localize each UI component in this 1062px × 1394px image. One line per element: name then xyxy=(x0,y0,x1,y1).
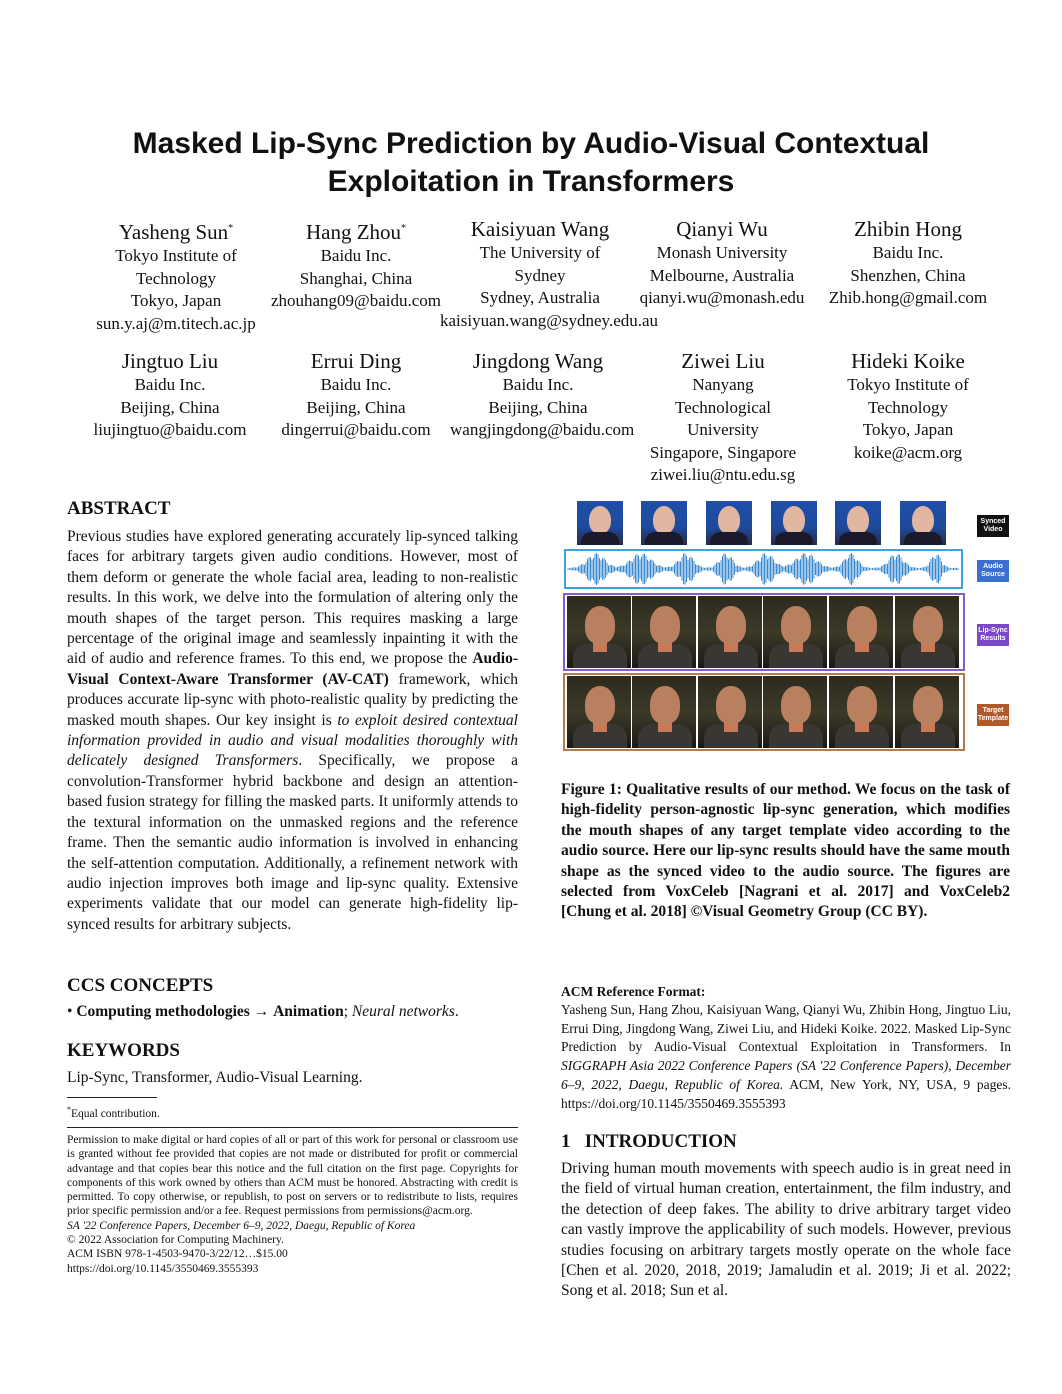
author-affiliation: Baidu Inc. xyxy=(320,246,392,265)
lipsync-frame xyxy=(895,596,959,668)
target-frame xyxy=(763,676,827,748)
author-block xyxy=(266,216,446,313)
footnote-rule xyxy=(67,1097,157,1098)
synced-frame xyxy=(835,501,881,545)
target-frame xyxy=(567,676,631,748)
acm-ref-text: Yasheng Sun, Hang Zhou, Kaisiyuan Wang, Qianyi Wu, Zhibin Hong, Jingtuo Liu, Errui Ding, Jingdong Wang, Ziwei Liu, and Hideki Koike. 2022. Masked Lip-Sync Prediction by Audio-Visual Contextual Exploitation in Transformers. In SIGGRAPH Asia 2022 Conference Papers (SA '22 Conference Papers), December 6–9, 2022, Daegu, Republic of Korea. ACM, New York, NY, USA, 9 pages. https://doi.org/10.1145/3550469.3555393 xyxy=(561,1002,1011,1111)
author-affiliation: Nanyang xyxy=(692,375,754,394)
figure-caption: Figure 1: Qualitative results of our method. We focus on the task of high-fidelity person-agnostic lip-sync generation, which modifies the mouth shapes of any target template video according to the audio source. Here our lip-sync results should have the same mouth shape as the synced video to the audio source. The figures are selected from VoxCeleb [Nagrani et al. 2017] and VoxCeleb2 [Chung et al. 2018] ©Visual Geometry Group (CC BY). xyxy=(561,781,1010,921)
synced-video-label: Synced Video xyxy=(977,515,1009,537)
synced-frame xyxy=(771,501,817,545)
author-email: zhouhang09@baidu.com xyxy=(270,291,442,310)
author-affiliation: Baidu Inc. xyxy=(320,375,392,394)
author-affiliation: Sydney xyxy=(514,265,566,285)
target-frame xyxy=(829,676,893,748)
equal-contribution-mark: * xyxy=(228,223,234,234)
author-affiliation: Monash University xyxy=(656,243,788,262)
target-frame xyxy=(698,676,762,748)
lipsync-frame xyxy=(829,596,893,668)
author-email: kaisiyuan.wang@sydney.edu.au xyxy=(440,310,659,330)
author-location: Melbourne, Australia xyxy=(649,265,795,285)
title-line-2: Exploitation in Transformers xyxy=(327,165,735,198)
title-line-1: Masked Lip-Sync Prediction by Audio-Visual Contextual xyxy=(132,127,930,160)
author-location: Beijing, China xyxy=(120,397,220,417)
synced-frame xyxy=(900,501,946,545)
author-block xyxy=(440,216,659,332)
author-location: Singapore, Singapore xyxy=(649,442,797,462)
synced-frame xyxy=(641,501,687,545)
author-name: Kaisiyuan Wang xyxy=(470,217,610,241)
author-name: Errui Ding xyxy=(310,349,402,373)
author-location: Shanghai, China xyxy=(299,268,413,288)
lipsync-frame xyxy=(632,596,696,668)
author-email: sun.y.aj@m.titech.ac.jp xyxy=(96,313,256,333)
permission-rule xyxy=(67,1127,518,1128)
target-frame xyxy=(632,676,696,748)
ccs-text: • Computing methodologies → Animation; Neural networks. xyxy=(67,1003,459,1020)
lipsync-frame xyxy=(763,596,827,668)
doi-link[interactable]: https://doi.org/10.1145/3550469.3555393 xyxy=(67,1262,259,1275)
acm-ref-heading: ACM Reference Format: xyxy=(561,984,706,999)
ccs-heading: CCS CONCEPTS xyxy=(67,975,214,996)
author-location: Beijing, China xyxy=(488,397,588,417)
author-affiliation: Technology xyxy=(135,268,216,288)
keywords-text: Lip-Sync, Transformer, Audio-Visual Learning. xyxy=(67,1069,363,1086)
author-affiliation: Technological xyxy=(674,397,772,417)
author-name: Zhibin Hong xyxy=(854,217,962,241)
author-location: Tokyo, Japan xyxy=(130,291,222,310)
intro-heading: 1 INTRODUCTION xyxy=(561,1131,737,1152)
author-affiliation: Baidu Inc. xyxy=(134,375,206,394)
author-block xyxy=(78,216,274,335)
audio-waveform xyxy=(566,551,961,587)
target-template-label: Target Template xyxy=(977,704,1009,726)
author-name: Yasheng Sun xyxy=(118,220,229,244)
paper-title xyxy=(60,125,1002,201)
author-email: wangjingdong@baidu.com xyxy=(450,420,635,439)
author-name: Ziwei Liu xyxy=(681,349,765,373)
author-block xyxy=(78,348,262,442)
abstract-text: Previous studies have explored generating accurately lip-synced talking faces for arbitrary targets given audio conditions. However, most of them deform or generate the whole facial area, leading to non-realistic results. In this work, we delve into the formulation of altering only the mouth shapes of the target person. This requires masking a large percentage of the original image and seamlessly inpainting it with the aid of audio and reference frames. To this end, we propose the Audio-Visual Context-Aware Transformer (AV-CAT) framework, which produces accurate lip-sync with photo-realistic quality by predicting the masked mouth shapes. Our key insight is to exploit desired contextual information provided in audio and visual modalities thoroughly with delicately designed Transformers. Specifically, we propose a convolution-Transformer hybrid backbone and design an attention-based fusion strategy for filling the masked parts. It uniformly attends to the textural information on the unmasked regions and the reference frame. Then the semantic audio information is involved in enhancing the self-attention computation. Additionally, a refinement network with audio injection improves both image and lip-sync quality. Extensive experiments validate that our model can generate high-fidelity lip-synced results for arbitrary subjects. xyxy=(67,528,519,933)
author-name: Jingdong Wang xyxy=(472,349,604,373)
author-email: koike@acm.org xyxy=(853,442,963,462)
author-affiliation: The University of xyxy=(479,243,601,262)
author-name: Jingtuo Liu xyxy=(121,349,219,373)
intro-text: Driving human mouth movements with speech audio is in great need in the field of virtual human creation, entertainment, the film industry, and the detection of deep fakes. The ability to drive arbitrary target video can vastly improve the applicability of such models. However, previous studies focusing on arbitrary targets mostly operate on the whole face [Chen et al. 2020, 2018, 2019; Jamaludin et al. 2019; Ji et al. 2022; Song et al. 2018; Sun et al. xyxy=(561,1160,1011,1300)
permission-block: Permission to make digital or hard copies of all or part of this work for personal or classroom use is granted without fee provided that copies are not made or distributed for profit or commercial advantage and that copies bear this notice and the full citation on the first page. Copyrights for components of this work owned by others than ACM must be honored. Abstracting with credit is permitted. To copy otherwise, or republish, to post on servers or to redistribute to lists, requires prior specific permission and/or a fee. Request permissions from permissions@acm.org. SA '22 Conference Papers, December 6–9, 2022, Daegu, Republic of Korea © 2022 Association for Computing Machinery. ACM ISBN 978-1-4503-9470-3/22/12…$15.00 https://doi.org/10.1145/3550469.3555393 xyxy=(67,1134,518,1275)
author-block xyxy=(636,348,810,487)
lipsync-results-label: Lip-Sync Results xyxy=(977,624,1009,646)
author-affiliation: Tokyo Institute of xyxy=(847,375,969,394)
target-frame xyxy=(895,676,959,748)
author-affiliation: Baidu Inc. xyxy=(872,243,944,262)
author-affiliation: Baidu Inc. xyxy=(502,375,574,394)
author-email: qianyi.wu@monash.edu xyxy=(639,288,805,307)
author-email: Zhib.hong@gmail.com xyxy=(828,288,988,307)
synced-frame xyxy=(706,501,752,545)
author-block xyxy=(634,216,810,310)
synced-frame xyxy=(577,501,623,545)
author-email: dingerrui@baidu.com xyxy=(281,420,431,439)
author-block xyxy=(818,216,998,310)
author-location: Shenzhen, China xyxy=(850,265,966,285)
author-block xyxy=(818,348,998,464)
author-name: Hideki Koike xyxy=(851,349,965,373)
lipsync-frame xyxy=(567,596,631,668)
footnote: *Equal contribution. xyxy=(67,1105,160,1120)
lipsync-frame xyxy=(698,596,762,668)
author-location: Tokyo, Japan xyxy=(862,420,954,439)
author-affiliation: Technology xyxy=(867,397,948,417)
author-location: Sydney, Australia xyxy=(480,288,600,307)
keywords-heading: KEYWORDS xyxy=(67,1040,180,1061)
author-email: ziwei.liu@ntu.edu.sg xyxy=(650,465,796,484)
author-affiliation: University xyxy=(687,420,759,439)
author-block xyxy=(268,348,444,442)
author-name: Hang Zhou xyxy=(305,220,402,244)
author-block xyxy=(450,348,635,442)
author-email: liujingtuo@baidu.com xyxy=(93,420,247,439)
equal-contribution-mark: * xyxy=(401,223,407,234)
audio-source-label: Audio Source xyxy=(977,560,1009,582)
author-affiliation: Tokyo Institute of xyxy=(115,246,237,265)
audio-waveform-box xyxy=(564,549,963,589)
author-location: Beijing, China xyxy=(306,397,406,417)
abstract-heading: ABSTRACT xyxy=(67,498,171,519)
author-name: Qianyi Wu xyxy=(676,217,768,241)
